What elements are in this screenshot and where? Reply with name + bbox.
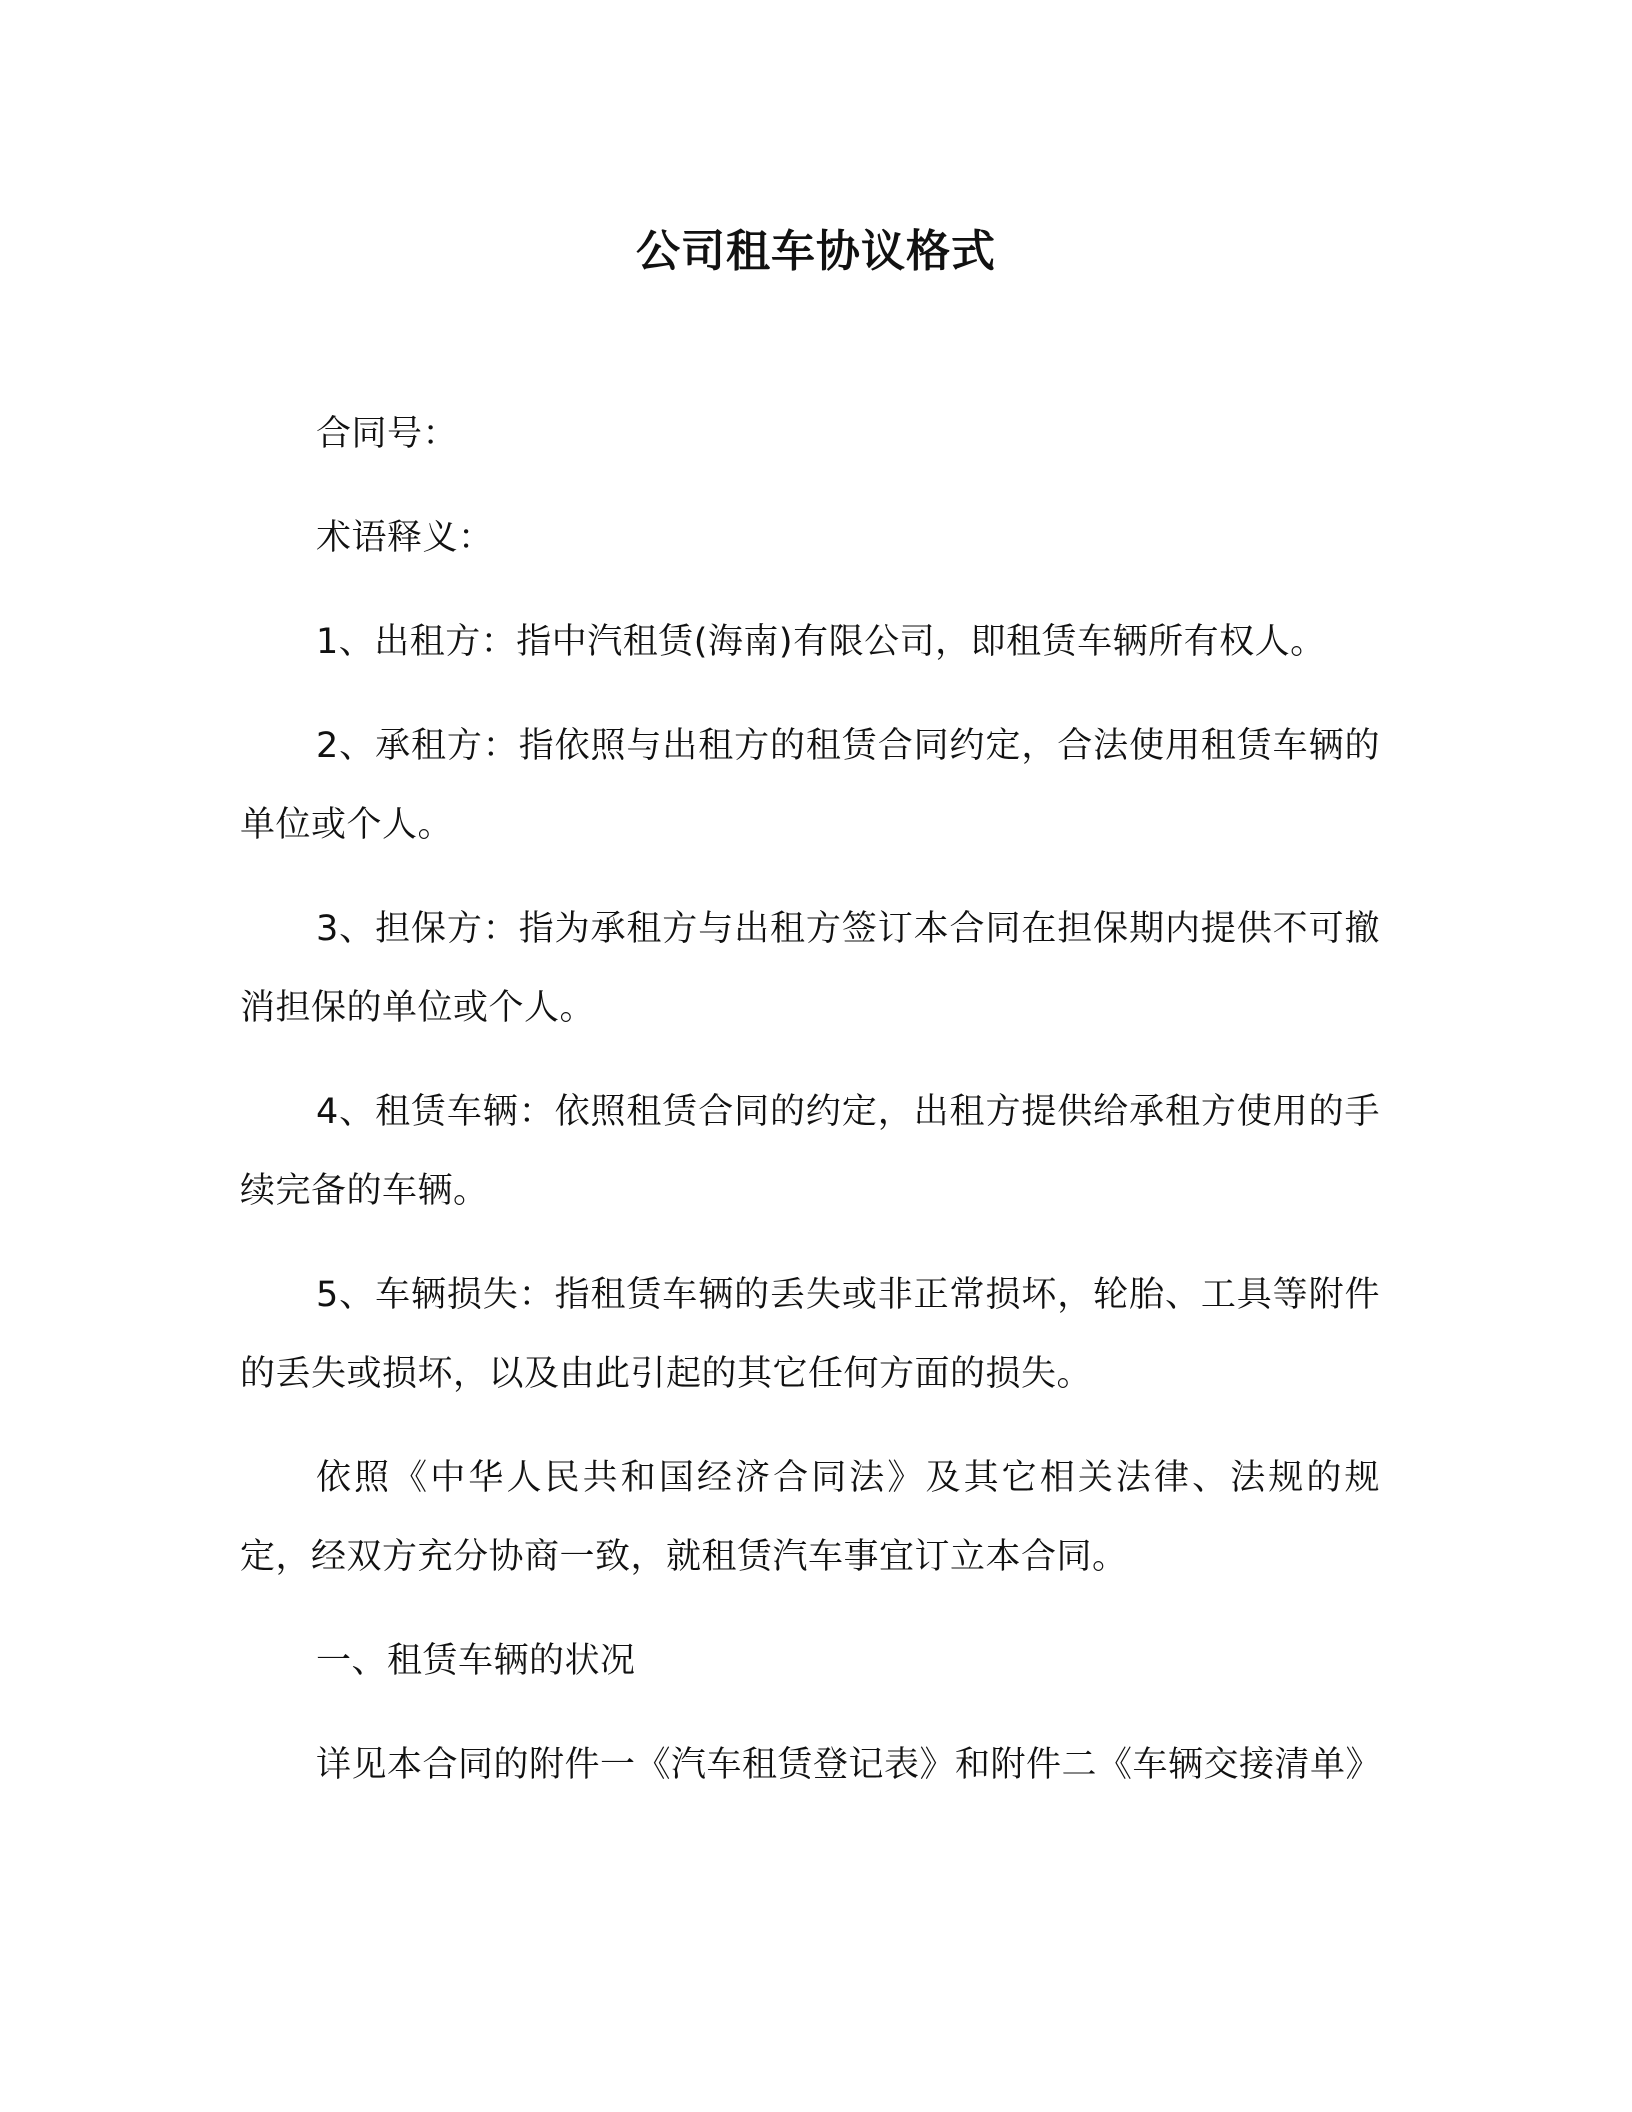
- vehicle-condition-detail: 详见本合同的附件一《汽车租赁登记表》和附件二《车辆交接清单》: [316, 1745, 1382, 1785]
- term-vehicle-loss: 5、车辆损失：指租赁车辆的丢失或非正常损坏，轮胎、工具等附件的丢失或损坏，以及由此引起的其它任何方面的损失。: [240, 1275, 1380, 1394]
- terms-heading: 术语释义：: [316, 518, 494, 558]
- term-lessor: 1、出租方：指中汽租赁(海南)有限公司，即租赁车辆所有权人。: [316, 622, 1326, 662]
- term-lessee: 2、承租方：指依照与出租方的租赁合同约定，合法使用租赁车辆的单位或个人。: [240, 726, 1380, 845]
- section-heading-vehicle-condition: 一、租赁车辆的状况: [316, 1641, 636, 1681]
- document-body: [240, 395, 1380, 1830]
- legal-basis-paragraph: 依照《中华人民共和国经济合同法》及其它相关法律、法规的规定，经双方充分协商一致，就租赁汽车事宜订立本合同。: [240, 1458, 1380, 1577]
- term-guarantor: 3、担保方：指为承租方与出租方签订本合同在担保期内提供不可撤消担保的单位或个人。: [240, 909, 1380, 1028]
- contract-number-line: 合同号：: [316, 414, 459, 454]
- document-title: 公司租车协议格式: [636, 226, 996, 277]
- term-leased-vehicle: 4、租赁车辆：依照租赁合同的约定，出租方提供给承租方使用的手续完备的车辆。: [240, 1092, 1380, 1211]
